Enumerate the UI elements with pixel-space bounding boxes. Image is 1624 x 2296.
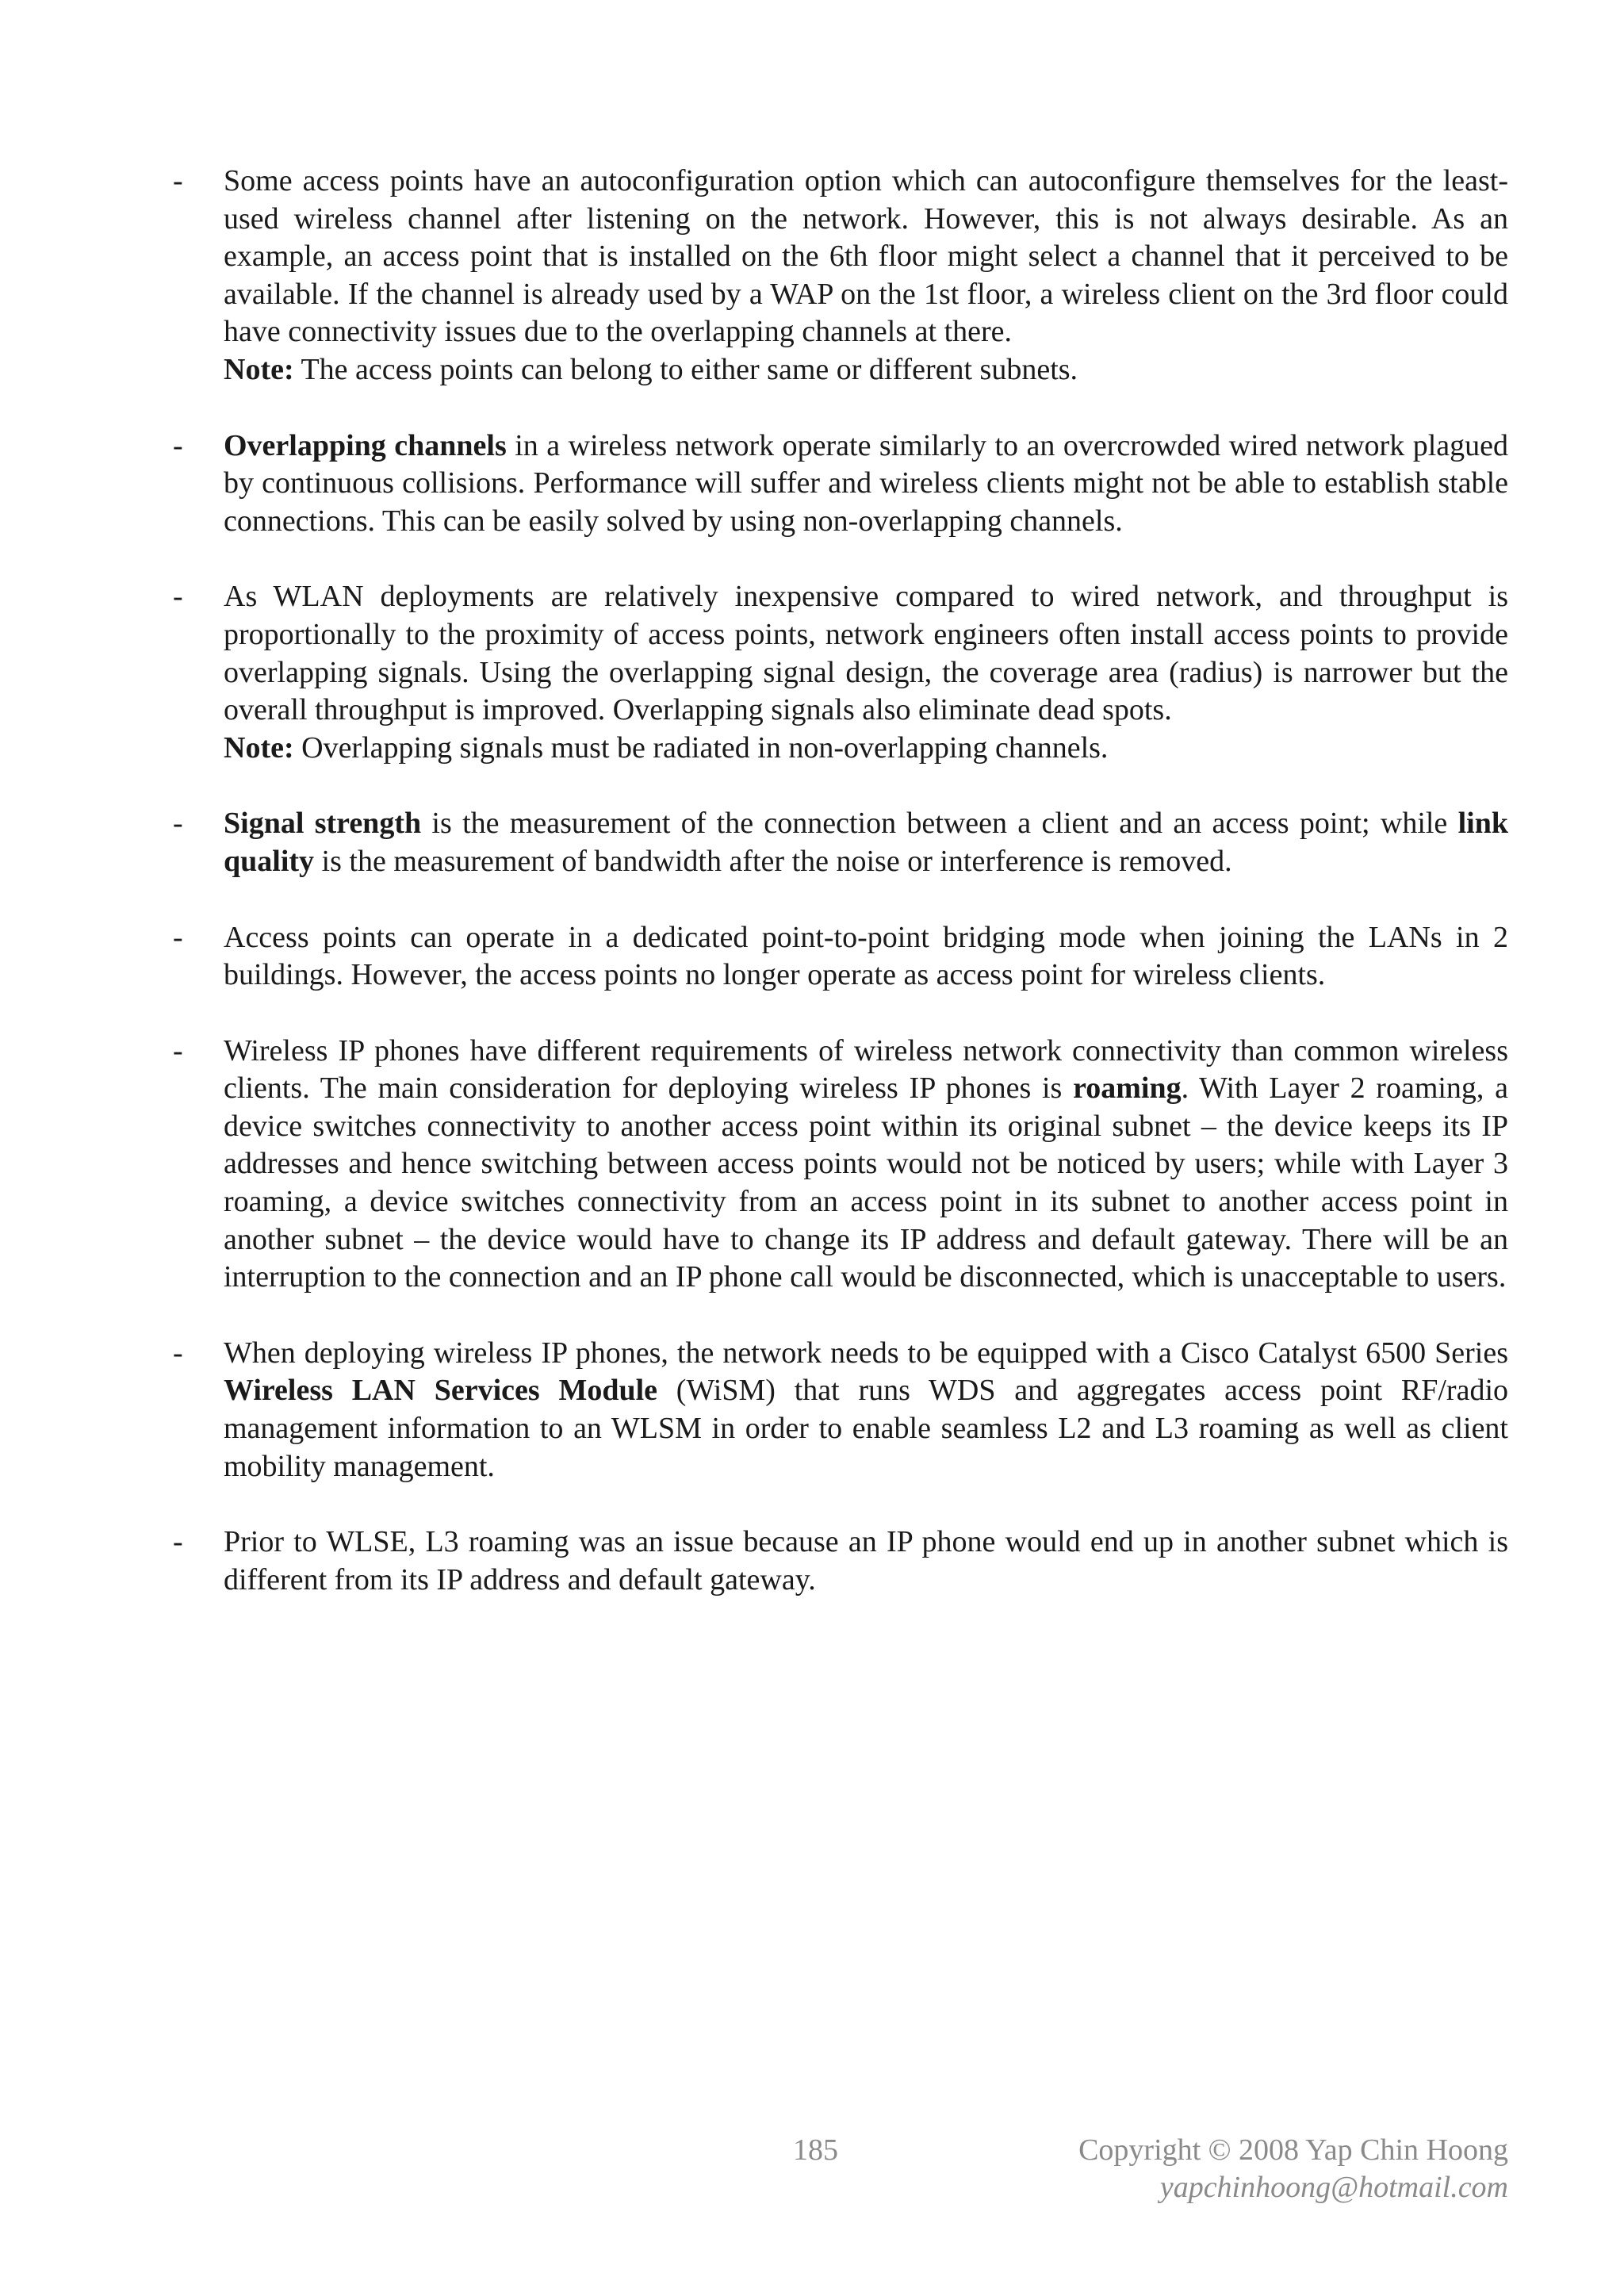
bullet-dash: - xyxy=(173,1033,183,1068)
note-label: Note: xyxy=(224,352,294,386)
paragraph-text: Some access points have an autoconfiguration option which can autoconfigure themselves for the least-used wireless channel after listening on the network. However, this is not always desirable. As an example, an access point that is installed on the 6th floor might select a channel that it perceived to be available. If the channel is already used by a WAP on the 1st floor, a wireless client on the 3rd floor could have connectivity issues due to the overlapping channels at there. xyxy=(224,164,1508,349)
bullet-wireless-ip-phones xyxy=(167,1033,1508,1297)
paragraph-text: is the measurement of bandwidth after the noise or interference is removed. xyxy=(314,844,1232,878)
bullet-bridging-mode xyxy=(167,919,1508,995)
bullet-signal-strength xyxy=(167,805,1508,880)
bullet-autoconfiguration xyxy=(167,163,1508,389)
paragraph-text: Prior to WLSE, L3 roaming was an issue because an IP phone would end up in another subnet which is different from its IP address and default gateway. xyxy=(224,1525,1508,1596)
bullet-dash: - xyxy=(173,1525,183,1559)
paragraph-text: . With Layer 2 roaming, a device switches connectivity to another access point within its original subnet – the device keeps its IP addresses and hence switching between access points would not be noticed by users; while with Layer 3 roaming, a device switches connectivity from an access point in its subnet to another access point in another subnet – the device would have to change its IP address and default gateway. There will be an interruption to the connection and an IP phone call would be disconnected, which is unacceptable to users. xyxy=(224,1071,1509,1294)
bullet-wism xyxy=(167,1335,1508,1485)
note xyxy=(224,730,1508,768)
note xyxy=(224,351,1508,389)
bold-term: roaming xyxy=(1073,1071,1182,1106)
paragraph-text: When deploying wireless IP phones, the network needs to be equipped with a Cisco Catalyst 6500 Series xyxy=(224,1336,1508,1370)
bullet-overlapping-channels xyxy=(167,427,1508,541)
bold-term: Wireless LAN Services Module xyxy=(224,1374,658,1408)
bold-term: Overlapping channels xyxy=(224,428,507,462)
bold-term: link quality xyxy=(224,807,1508,878)
paragraph-text: is the measurement of the connection between a client and an access point; while xyxy=(421,807,1458,841)
note-label: Note: xyxy=(224,730,294,765)
paragraph-text: Access points can operate in a dedicated point-to-point bridging mode when joining the LANs in 2 buildings. However, the access points no longer operate as access point for wireless clients. xyxy=(224,920,1508,992)
page-number: 185 xyxy=(793,2133,838,2167)
bullet-dash: - xyxy=(173,920,183,954)
copyright: Copyright © 2008 Yap Chin Hoong xyxy=(1078,2133,1508,2167)
paragraph-text: (WiSM) that runs WDS and aggregates access point RF/radio management information to an WLSM in order to enable seamless L2 and L3 roaming as well as client mobility management. xyxy=(224,1374,1508,1483)
paragraph-text: Wireless IP phones have different requirements of wireless network connectivity than common wireless clients. The main consideration for deploying wireless IP phones is xyxy=(224,1033,1508,1106)
bullet-overlapping-signals xyxy=(167,578,1508,767)
bullet-dash: - xyxy=(173,580,183,614)
bullet-dash: - xyxy=(173,164,183,197)
bullet-wlse xyxy=(167,1524,1508,1599)
author-email: yapchinhoong@hotmail.com xyxy=(1159,2171,1508,2204)
page-body xyxy=(167,163,1508,1637)
bullet-dash: - xyxy=(173,807,183,841)
paragraph-text: As WLAN deployments are relatively inexpensive compared to wired network, and throughput is proportionally to the proximity of access points, network engineers often install access points to provide overlapping signals. Using the overlapping signal design, the coverage area (radius) is narrower but the overall throughput is improved. Overlapping signals also eliminate dead spots. xyxy=(224,580,1508,727)
bullet-dash: - xyxy=(173,428,183,462)
note-text: The access points can belong to either same or different subnets. xyxy=(293,352,1078,386)
note-text: Overlapping signals must be radiated in non-overlapping channels. xyxy=(293,730,1109,765)
bold-term: Signal strength xyxy=(224,807,422,841)
bullet-dash: - xyxy=(173,1336,183,1370)
paragraph-text: in a wireless network operate similarly to an overcrowded wired network plagued by continuous collisions. Performance will suffer and wireless clients might not be able to establish stable connections. This can be easily solved by using non-overlapping channels. xyxy=(224,428,1508,538)
